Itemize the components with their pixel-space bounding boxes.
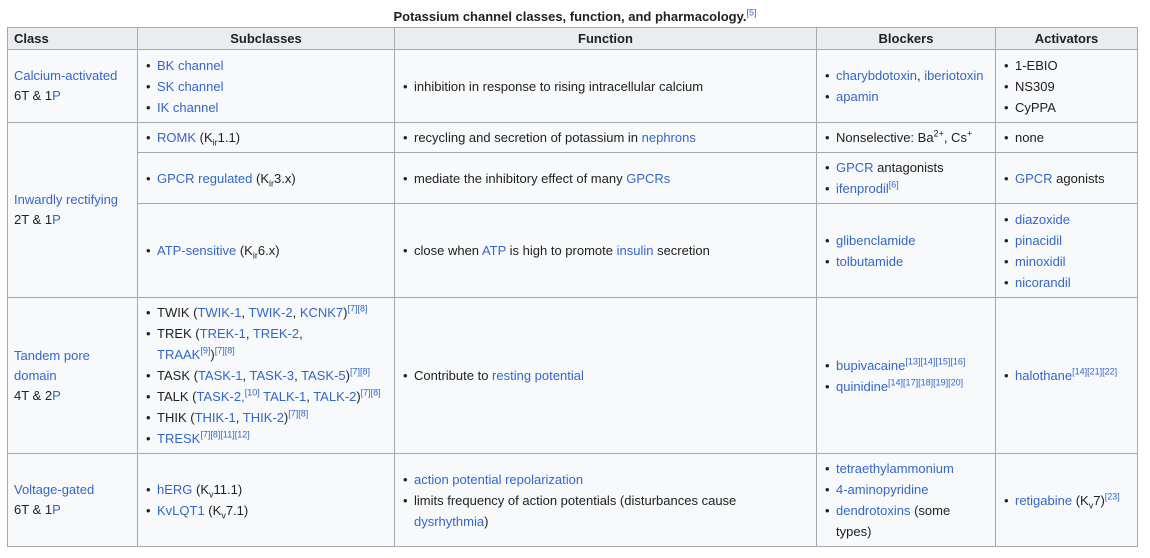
list-item: • limits frequency of action potentials (disturbances cause dysrhythmia) <box>414 490 810 532</box>
subclass-link[interactable]: TWIK-2 <box>248 305 293 320</box>
caption-ref[interactable]: [5] <box>746 7 757 18</box>
list-item <box>1015 251 1131 272</box>
function-link[interactable]: GPCRs <box>626 170 671 186</box>
blockers-cell <box>817 153 996 204</box>
subclass-link[interactable]: TREK-2 <box>252 326 300 341</box>
list-item: • dendrotoxins (some types) <box>836 500 989 542</box>
list-item <box>1015 272 1131 293</box>
subclass-link[interactable]: GPCR regulated <box>157 170 253 186</box>
citation[interactable]: [7][8] <box>214 345 235 356</box>
list-item: • TALK (TASK-2,[10] TALK-1, TALK-2)[7][8] <box>157 386 388 407</box>
blockers-cell <box>817 123 996 153</box>
list-item <box>157 97 388 118</box>
subclass-link[interactable]: TALK-1 <box>263 389 307 404</box>
activator-link[interactable]: minoxidil <box>1015 253 1066 269</box>
subclasses-cell <box>138 298 395 454</box>
citation[interactable]: [9] <box>200 345 211 356</box>
table-caption <box>0 0 1150 28</box>
subclass-link[interactable]: ATP-sensitive <box>157 243 237 258</box>
activators-cell <box>996 204 1138 298</box>
blocker-link[interactable]: dendrotoxins <box>836 503 911 518</box>
function-link[interactable]: ATP <box>481 243 507 258</box>
list-item: • inhibition in response to rising intracellular calcium <box>414 76 810 97</box>
class-cell: Inwardly rectifying 2T & 1P <box>8 123 138 298</box>
subclass-link[interactable]: TASK-3 <box>249 368 295 383</box>
header-class: Class <box>8 28 138 50</box>
list-item: • hERG $(K_v11.1)$ <box>157 479 388 500</box>
blockers-cell <box>817 454 996 547</box>
blocker-link[interactable]: charybdotoxin <box>836 68 917 83</box>
subclass-link[interactable]: TASK-1 <box>197 368 243 383</box>
citation[interactable]: [10] <box>244 387 260 398</box>
citation[interactable]: [7][8][11][12] <box>200 429 250 440</box>
function-cell <box>395 454 817 547</box>
class-link[interactable]: Tandem pore domain <box>14 347 90 383</box>
pore-link[interactable]: P <box>52 502 61 517</box>
table-row-gpcr-regulated <box>8 153 1138 204</box>
subclasses-cell <box>138 123 395 153</box>
activator-link[interactable]: diazoxide <box>1015 211 1070 227</box>
subclass-link[interactable]: IK channel <box>157 99 219 115</box>
citation[interactable]: [13][14][15][16] <box>905 356 966 367</box>
list-item: • Contribute to resting potential <box>414 365 810 386</box>
blocker-link[interactable]: tolbutamide <box>836 253 904 269</box>
subclass-link[interactable]: ROMK <box>157 130 196 145</box>
activator-link[interactable]: halothane <box>1015 368 1073 383</box>
list-item <box>836 230 989 251</box>
subclass-link[interactable]: TRESK <box>157 431 201 446</box>
list-item <box>414 469 810 490</box>
subclass-link[interactable]: TASK-5 <box>301 368 346 383</box>
list-item: • NS309 <box>1015 76 1131 97</box>
list-item: • THIK (THIK-1, THIK-2)[7][8] <box>157 407 388 428</box>
citation[interactable]: [7][8] <box>347 303 368 314</box>
list-item: • TWIK (TWIK-1, TWIK-2, KCNK7)[7][8] <box>157 302 388 323</box>
activators-cell <box>996 454 1138 547</box>
pore-link[interactable]: P <box>52 387 61 403</box>
list-item <box>1015 230 1131 251</box>
list-item: • KvLQT1 $(K_v7.1)$ <box>157 500 388 521</box>
list-item: • mediate the inhibitory effect of many GPCRs <box>414 168 810 189</box>
activators-cell <box>996 298 1138 454</box>
blocker-link[interactable]: quinidine <box>836 378 889 394</box>
blocker-link[interactable]: tetraethylammonium <box>836 461 954 476</box>
header-blockers: Blockers <box>817 28 996 50</box>
function-cell <box>395 50 817 123</box>
list-item <box>157 428 388 449</box>
function-link[interactable]: nephrons <box>641 130 696 145</box>
class-cell: Voltage-gated 6T & 1P <box>8 454 138 547</box>
caption-text: Potassium channel classes, function, and pharmacology. <box>393 9 747 24</box>
class-link[interactable]: Calcium-activated <box>14 68 118 83</box>
subclass-link[interactable]: KvLQT1 <box>157 503 205 518</box>
subclass-link[interactable]: BK channel <box>157 57 224 73</box>
list-item: • none <box>1015 127 1131 148</box>
list-item: • TREK (TREK-1, TREK-2, TRAAK[9])[7][8] <box>157 323 388 365</box>
blocker-link[interactable]: GPCR <box>836 160 874 175</box>
list-item <box>836 355 989 376</box>
function-cell <box>395 298 817 454</box>
citation[interactable]: [14][17][18][19][20] <box>888 377 964 388</box>
list-item: • 1-EBIO <box>1015 55 1131 76</box>
subclasses-cell <box>138 50 395 123</box>
table-row-romk <box>8 123 1138 153</box>
list-item: • TASK (TASK-1, TASK-3, TASK-5)[7][8] <box>157 365 388 386</box>
list-item <box>1015 209 1131 230</box>
function-link[interactable]: action potential repolarization <box>414 471 584 487</box>
function-cell <box>395 123 817 153</box>
activators-cell <box>996 153 1138 204</box>
blockers-cell <box>817 298 996 454</box>
list-item <box>836 458 989 479</box>
subclass-link[interactable]: TASK-2, <box>196 389 245 404</box>
blocker-link[interactable]: glibenclamide <box>836 232 916 248</box>
subclass-link[interactable]: THIK-1 <box>194 410 236 425</box>
subclass-link[interactable]: SK channel <box>157 78 224 94</box>
list-item: • GPCR antagonists <box>836 157 989 178</box>
activator-link[interactable]: retigabine <box>1015 492 1073 508</box>
citation[interactable]: [6] <box>888 179 899 190</box>
blockers-cell <box>817 50 996 123</box>
list-item: • ATP-sensitive $(K_{ir}6.x)$ <box>157 240 388 261</box>
activators-cell <box>996 50 1138 123</box>
list-item: • charybdotoxin, iberiotoxin <box>836 65 989 86</box>
list-item <box>1015 365 1131 386</box>
table-row-tandem-pore <box>8 298 1138 454</box>
citation[interactable]: [7][8] <box>349 366 370 377</box>
header-subclasses: Subclasses <box>138 28 395 50</box>
list-item: • Nonselective: $Ba^{2+}$, Cs+ <box>836 127 989 148</box>
citation[interactable]: [14][21][22] <box>1072 366 1118 377</box>
list-item: • recycling and secretion of potassium in nephrons <box>414 127 810 148</box>
blocker-link[interactable]: 4-aminopyridine <box>836 482 929 497</box>
subclass-link[interactable]: TREK-1 <box>199 326 246 341</box>
table-row-calcium-activated <box>8 50 1138 123</box>
subclass-link[interactable]: TALK-2 <box>313 389 357 404</box>
header-row <box>8 28 1138 50</box>
list-item <box>836 86 989 107</box>
subclass-link[interactable]: KCNK7 <box>299 305 344 320</box>
function-link[interactable]: dysrhythmia <box>414 513 485 529</box>
list-item: • CyPPA <box>1015 97 1131 118</box>
citation[interactable]: [7][8] <box>360 387 381 398</box>
subclasses-cell <box>138 204 395 298</box>
function-link[interactable]: resting potential <box>492 368 584 383</box>
citation[interactable]: [23] <box>1104 491 1120 502</box>
class-cell: Tandem pore domain 4T & 2P <box>8 298 138 454</box>
class-link[interactable]: Inwardly rectifying <box>14 192 119 207</box>
list-item: • retigabine $(K_v7)[23]$ <box>1015 490 1131 511</box>
function-cell <box>395 153 817 204</box>
subclasses-cell <box>138 153 395 204</box>
class-link[interactable]: Voltage-gated <box>14 482 95 497</box>
blocker-link[interactable]: bupivacaine <box>836 357 906 373</box>
list-item: • close when ATP is high to promote insulin secretion <box>414 240 810 261</box>
activator-link[interactable]: nicorandil <box>1015 274 1071 290</box>
list-item <box>836 376 989 397</box>
list-item <box>836 251 989 272</box>
list-item: • GPCR regulated $(K_{ir}3.x)$ <box>157 168 388 189</box>
list-item <box>157 55 388 76</box>
subclass-link[interactable]: TRAAK <box>157 347 201 362</box>
list-item: • ROMK $(K_{ir}1.1)$ <box>157 127 388 148</box>
subclass-link[interactable]: THIK-2 <box>242 410 284 425</box>
blocker-link[interactable]: apamin <box>836 89 879 104</box>
function-link[interactable]: insulin <box>616 243 654 258</box>
blocker-link[interactable]: ifenprodil <box>836 181 889 196</box>
list-item: • GPCR agonists <box>1015 168 1131 189</box>
activator-link[interactable]: GPCR <box>1015 170 1053 186</box>
function-cell <box>395 204 817 298</box>
activators-cell <box>996 123 1138 153</box>
table-row-voltage-gated <box>8 454 1138 547</box>
citation[interactable]: [7][8] <box>288 408 309 419</box>
list-item <box>157 76 388 97</box>
subclasses-cell <box>138 454 395 547</box>
activator-link[interactable]: pinacidil <box>1015 232 1062 248</box>
potassium-channel-table <box>7 27 1138 547</box>
blocker-link[interactable]: iberiotoxin <box>924 68 984 83</box>
class-cell: Calcium-activated 6T & 1P <box>8 50 138 123</box>
pore-link[interactable]: P <box>52 88 61 103</box>
table-row-atp-sensitive <box>8 204 1138 298</box>
header-activators: Activators <box>996 28 1138 50</box>
header-function: Function <box>395 28 817 50</box>
subclass-link[interactable]: TWIK-1 <box>197 305 242 320</box>
blockers-cell <box>817 204 996 298</box>
pore-link[interactable]: P <box>52 212 61 227</box>
list-item <box>836 178 989 199</box>
list-item <box>836 479 989 500</box>
subclass-link[interactable]: hERG <box>157 482 193 497</box>
